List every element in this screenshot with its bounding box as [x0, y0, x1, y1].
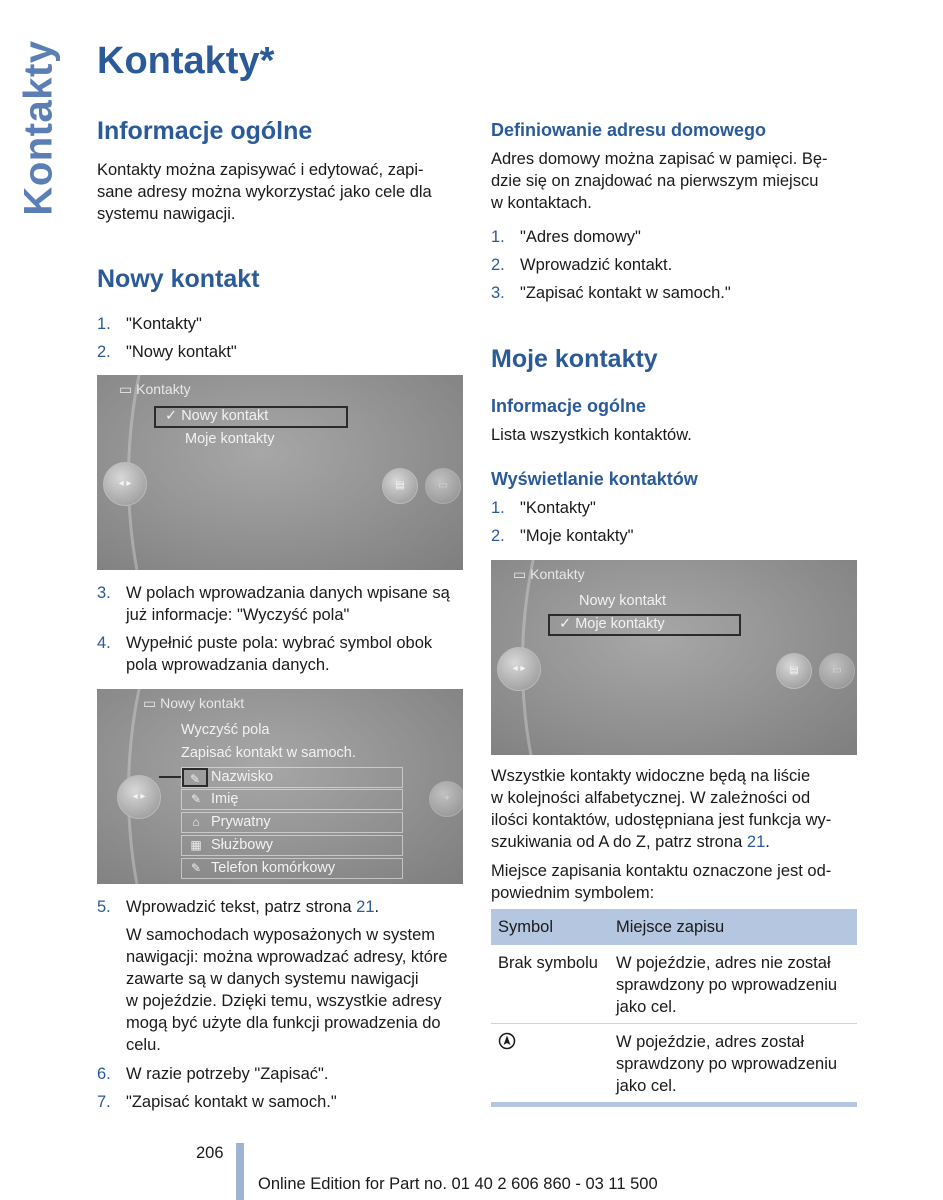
field-label: Nazwisko — [211, 769, 274, 785]
list-text: W razie potrzeby "Zapisać". — [126, 1065, 329, 1083]
screen-header — [143, 695, 244, 712]
phone-edit-icon: ✎ — [190, 861, 202, 875]
table-cell-location — [616, 1031, 837, 1097]
options-icon: ▭ — [425, 468, 461, 504]
screen-header-label: Kontakty — [530, 566, 585, 582]
list-text: "Zapisać kontakt w samoch." — [126, 1093, 337, 1111]
text-line: W polach wprowadzania danych wpisane są — [126, 584, 450, 602]
list-number: 4. — [97, 634, 111, 652]
list-number: 1. — [491, 228, 505, 246]
text-line: Adres domowy można zapisać w pamięci. Bę- — [491, 150, 828, 168]
business-edit-icon: ▦ — [190, 838, 202, 852]
table-row — [491, 945, 857, 1024]
table-header-row — [491, 909, 857, 945]
info-text: Lista wszystkich kontaktów. — [491, 426, 692, 444]
menu-item-label: Moje kontakty — [575, 616, 665, 632]
text-line: nawigacji: można wprowadzać adresy, które — [126, 948, 448, 966]
list-number: 2. — [97, 343, 111, 361]
alphabetical-text — [491, 765, 831, 853]
side-tab-label: Kontakty — [16, 39, 61, 216]
list-number: 6. — [97, 1065, 111, 1083]
text-line: Kontakty można zapisywać i edytować, zapi- — [97, 161, 424, 179]
controller-knob-icon: ◂ ▸ — [117, 775, 161, 819]
home-address-text — [491, 148, 828, 214]
field-mobile-phone[interactable] — [181, 858, 403, 879]
list-number: 5. — [97, 898, 111, 916]
list-text — [126, 896, 379, 918]
field-business[interactable] — [181, 835, 403, 856]
text-line: w pojeździe. Dzięki temu, wszystkie adresy — [126, 992, 442, 1010]
edit-person-icon: ✎ — [182, 768, 208, 787]
screen-header — [119, 381, 191, 398]
my-contacts-heading: Moje kontakty — [491, 345, 658, 373]
list-text: "Kontakty" — [126, 315, 202, 333]
step5-note — [126, 924, 448, 1056]
list-text-main: Wprowadzić tekst, patrz strona — [126, 898, 352, 916]
side-tab — [14, 40, 64, 215]
page-title: Kontakty* — [97, 40, 275, 82]
symbol-intro-text — [491, 860, 831, 904]
field-label: Imię — [211, 791, 239, 807]
field-label: Telefon komórkowy — [211, 860, 336, 876]
notes-icon: ▤ — [382, 468, 418, 504]
menu-item-new-contact[interactable] — [165, 408, 268, 424]
edition-text: Online Edition for Part no. 01 40 2 606 860 - 03 11 500 — [258, 1175, 658, 1193]
list-text-period: . — [374, 898, 380, 916]
footer-bar — [236, 1143, 244, 1200]
table-header-location: Miejsce zapisu — [616, 918, 725, 936]
text-line: Wypełnić puste pola: wybrać symbol obok — [126, 634, 433, 652]
list-number: 2. — [491, 527, 505, 545]
text-line: już informacje: "Wyczyść pola" — [126, 606, 350, 624]
contacts-book-icon: ▭ — [119, 381, 133, 397]
navigation-symbol-icon — [498, 1032, 516, 1056]
text-line: Wszystkie kontakty widoczne będą na liście — [491, 767, 811, 785]
menu-item-my-contacts[interactable]: Moje kontakty — [185, 431, 275, 447]
text-period: . — [765, 833, 770, 851]
text-line — [491, 831, 831, 853]
notes-icon: ▤ — [776, 653, 812, 689]
list-text: "Adres domowy" — [520, 228, 641, 246]
new-contact-heading: Nowy kontakt — [97, 265, 260, 293]
table-cell-location — [616, 952, 837, 1018]
checkmark-icon: ✓ — [165, 408, 178, 424]
edit-note-icon: ▭ — [143, 695, 157, 711]
list-number: 1. — [491, 499, 505, 517]
edit-person-icon: ✎ — [190, 792, 202, 806]
general-heading: Informacje ogólne — [97, 117, 313, 145]
selection-connector — [159, 776, 181, 778]
table-bottom-rule — [491, 1102, 857, 1107]
field-label: Prywatny — [211, 814, 271, 830]
text-line: pola wprowadzania danych. — [126, 656, 330, 674]
idrive-screenshot-new-contact-form — [97, 689, 463, 884]
controller-knob-icon: ◂ ▸ — [497, 647, 541, 691]
checkmark-icon: ✓ — [559, 616, 572, 632]
list-text: "Nowy kontakt" — [126, 343, 237, 361]
contacts-book-icon: ▭ — [513, 566, 527, 582]
menu-item-my-contacts[interactable] — [559, 616, 665, 632]
page-number: 206 — [196, 1144, 224, 1162]
text-line: ilości kontaktów, udostępniana jest funkcja wy- — [491, 811, 832, 829]
screen-header-label: Kontakty — [136, 381, 191, 397]
text-line: W samochodach wyposażonych w system — [126, 926, 436, 944]
plus-icon: + — [429, 781, 463, 817]
list-number: 2. — [491, 256, 505, 274]
idrive-screenshot-my-contacts — [491, 560, 857, 755]
list-text: "Kontakty" — [520, 499, 596, 517]
page-link[interactable]: 21 — [356, 898, 375, 916]
text-line: mogą być użyte dla funkcji prowadzenia do — [126, 1014, 441, 1032]
home-address-heading: Definiowanie adresu domowego — [491, 120, 767, 140]
text-line: zawarte są w danych systemu nawigacji — [126, 970, 419, 988]
list-number: 1. — [97, 315, 111, 333]
text-line: dzie się on znajdować na pierwszym miejscu — [491, 172, 819, 190]
text-line: Miejsce zapisania kontaktu oznaczone jest od- — [491, 862, 832, 880]
text-line: jako cel. — [616, 998, 677, 1016]
idrive-screenshot-new-contact — [97, 375, 463, 570]
page-link[interactable]: 21 — [746, 833, 766, 851]
menu-item-clear-fields[interactable]: Wyczyść pola — [181, 722, 270, 738]
menu-item-label: Nowy kontakt — [181, 408, 269, 424]
list-number: 7. — [97, 1093, 111, 1111]
options-icon: ▭ — [819, 653, 855, 689]
text-line: jako cel. — [616, 1077, 677, 1095]
info-heading: Informacje ogólne — [491, 396, 647, 416]
table-row — [491, 1024, 857, 1102]
screen-header — [513, 566, 585, 583]
table-cell-symbol: Brak symbolu — [498, 954, 598, 972]
field-first-name[interactable] — [181, 789, 403, 810]
list-text: "Moje kontakty" — [520, 527, 634, 545]
list-number: 3. — [97, 584, 111, 602]
general-text — [97, 159, 432, 225]
list-text — [126, 632, 432, 676]
text-line: W pojeździe, adres został — [616, 1033, 805, 1051]
symbol-table — [491, 909, 857, 1107]
menu-item-save-contact[interactable]: Zapisać kontakt w samoch. — [181, 745, 356, 761]
table-header-symbol: Symbol — [498, 918, 554, 936]
text-line: w kolejności alfabetycznej. W zależności od — [491, 789, 811, 807]
text-line: sprawdzony po wprowadzeniu — [616, 1055, 838, 1073]
list-number: 3. — [491, 284, 505, 302]
list-text: "Zapisać kontakt w samoch." — [520, 284, 731, 302]
text-span: szukiwania od A do Z, patrz strona — [491, 833, 743, 851]
text-line: systemu nawigacji. — [97, 205, 236, 223]
home-edit-icon: ⌂ — [192, 815, 200, 829]
controller-knob-icon: ◂ ▸ — [103, 462, 147, 506]
field-label: Służbowy — [211, 837, 274, 853]
text-line: sane adresy można wykorzystać jako cele dla — [97, 183, 432, 201]
text-line: celu. — [126, 1036, 161, 1054]
menu-item-new-contact[interactable]: Nowy kontakt — [579, 593, 667, 609]
list-text — [126, 582, 450, 626]
list-text: Wprowadzić kontakt. — [520, 256, 673, 274]
text-line: W pojeździe, adres nie został — [616, 954, 831, 972]
text-line: powiednim symbolem: — [491, 884, 655, 902]
text-line: w kontaktach. — [491, 194, 592, 212]
screen-header-label: Nowy kontakt — [160, 695, 245, 711]
display-contacts-heading: Wyświetlanie kontaktów — [491, 469, 698, 489]
field-last-name[interactable] — [181, 767, 403, 788]
field-private[interactable] — [181, 812, 403, 833]
text-line: sprawdzony po wprowadzeniu — [616, 976, 838, 994]
